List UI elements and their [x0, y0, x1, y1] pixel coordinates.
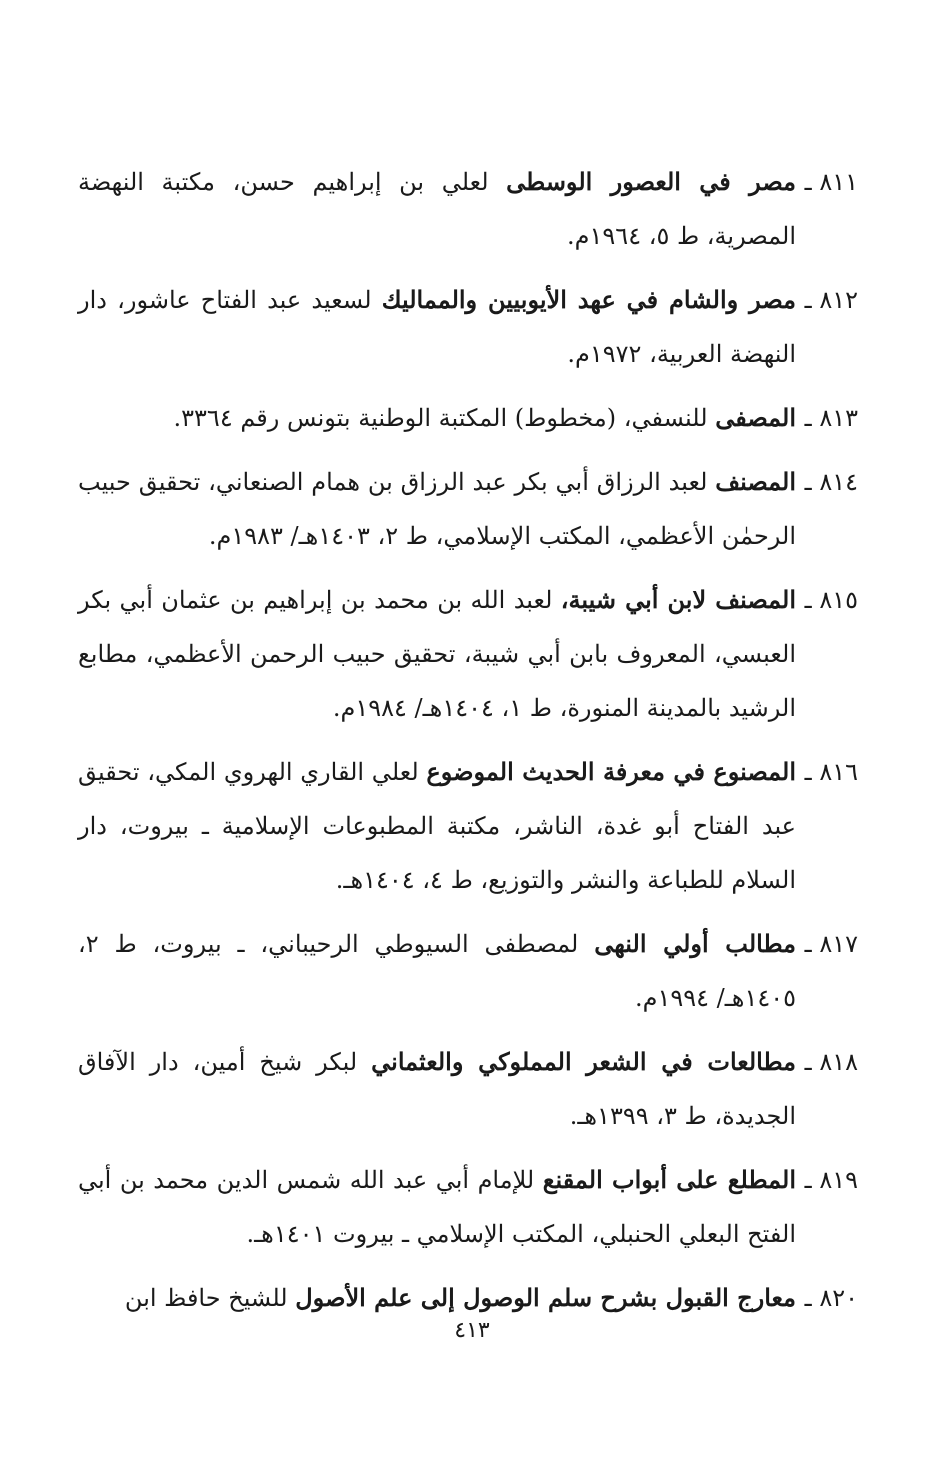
bibliography-entry: [78, 391, 858, 445]
bibliography-entry: [78, 273, 858, 381]
bibliography-list: [78, 155, 858, 1335]
bibliography-entry: [78, 917, 858, 1025]
entry-details: لعلي بن إبراهيم حسن، مكتبة النهضة المصرية، ط ٥، ١٩٦٤م.: [78, 168, 796, 250]
page-number: ٤١٣: [454, 1318, 490, 1343]
entry-title: المصفى: [715, 403, 796, 432]
entry-details: للنسفي، (مخطوط) المكتبة الوطنية بتونس رقم ٣٣٦٤.: [173, 404, 716, 432]
entry-number: ٨١٣ ـ: [804, 404, 858, 432]
entry-title: معارج القبول بشرح سلم الوصول إلى علم الأصول: [295, 1283, 796, 1312]
entry-details: لبكر شيخ أمين، دار الآفاق الجديدة، ط ٣، ١٣٩٩هـ.: [78, 1048, 796, 1130]
entry-title: المصنف: [715, 467, 796, 496]
entry-title: مطالب أولي النهى: [594, 929, 797, 958]
entry-title: مطالعات في الشعر المملوكي والعثماني: [371, 1047, 797, 1076]
entry-number: ٨١٢ ـ: [804, 286, 858, 314]
entry-number: ٨١٤ ـ: [804, 468, 858, 496]
entry-number: ٨١٩ ـ: [804, 1166, 858, 1194]
entry-details: لمصطفى السيوطي الرحيباني، ـ بيروت، ط ٢، ١٤٠٥هـ/ ١٩٩٤م.: [78, 930, 796, 1012]
bibliography-entry: [78, 745, 858, 907]
entry-title: مصر في العصور الوسطى: [506, 167, 796, 196]
entry-details: للإمام أبي عبد الله شمس الدين محمد بن أبي الفتح البعلي الحنبلي، المكتب الإسلامي ـ بيروت ١٤٠١هـ.: [78, 1166, 796, 1248]
entry-number: ٨١٨ ـ: [804, 1048, 859, 1076]
entry-number: ٨١٦ ـ: [804, 758, 858, 786]
entry-number: ٨١١ ـ: [804, 168, 858, 196]
entry-details: لعبد الرزاق أبي بكر عبد الرزاق بن همام الصنعاني، تحقيق حبيب الرحمٰن الأعظمي، المكتب الإسلامي، ط ٢، ١٤٠٣هـ/ ١٩٨٣م.: [78, 468, 796, 550]
entry-title: المطلع على أبواب المقنع: [542, 1165, 796, 1194]
entry-title: مصر والشام في عهد الأيوبيين والمماليك: [381, 285, 796, 314]
entry-title: المصنوع في معرفة الحديث الموضوع: [426, 757, 796, 786]
entry-number: ٨١٧ ـ: [804, 930, 859, 958]
entry-details: لعلي القاري الهروي المكي، تحقيق عبد الفتاح أبو غدة، الناشر، مكتبة المطبوعات الإسلامية ـ بيروت، دار السلام للطباعة والنشر والتوزيع، ط ٤، ١٤٠٤هـ.: [78, 758, 796, 894]
entry-details: لعبد الله بن محمد بن إبراهيم بن عثمان أبي بكر العبسي، المعروف بابن أبي شيبة، تحقيق حبيب الرحمن الأعظمي، مطابع الرشيد بالمدينة المنورة، ط ١، ١٤٠٤هـ/ ١٩٨٤م.: [78, 586, 796, 722]
entry-number: ٨١٥ ـ: [804, 586, 858, 614]
bibliography-entry: [78, 573, 858, 735]
bibliography-entry: [78, 1153, 858, 1261]
entry-title: المصنف لابن أبي شيبة،: [560, 585, 796, 614]
entry-details: لسعيد عبد الفتاح عاشور، دار النهضة العربية، ١٩٧٢م.: [78, 286, 796, 368]
entry-details: للشيخ حافظ ابن: [124, 1284, 296, 1312]
entry-number: ٨٢٠ ـ: [804, 1284, 858, 1312]
bibliography-entry: [78, 155, 858, 263]
bibliography-entry: [78, 1035, 858, 1143]
bibliography-entry: [78, 1271, 858, 1325]
bibliography-entry: [78, 455, 858, 563]
